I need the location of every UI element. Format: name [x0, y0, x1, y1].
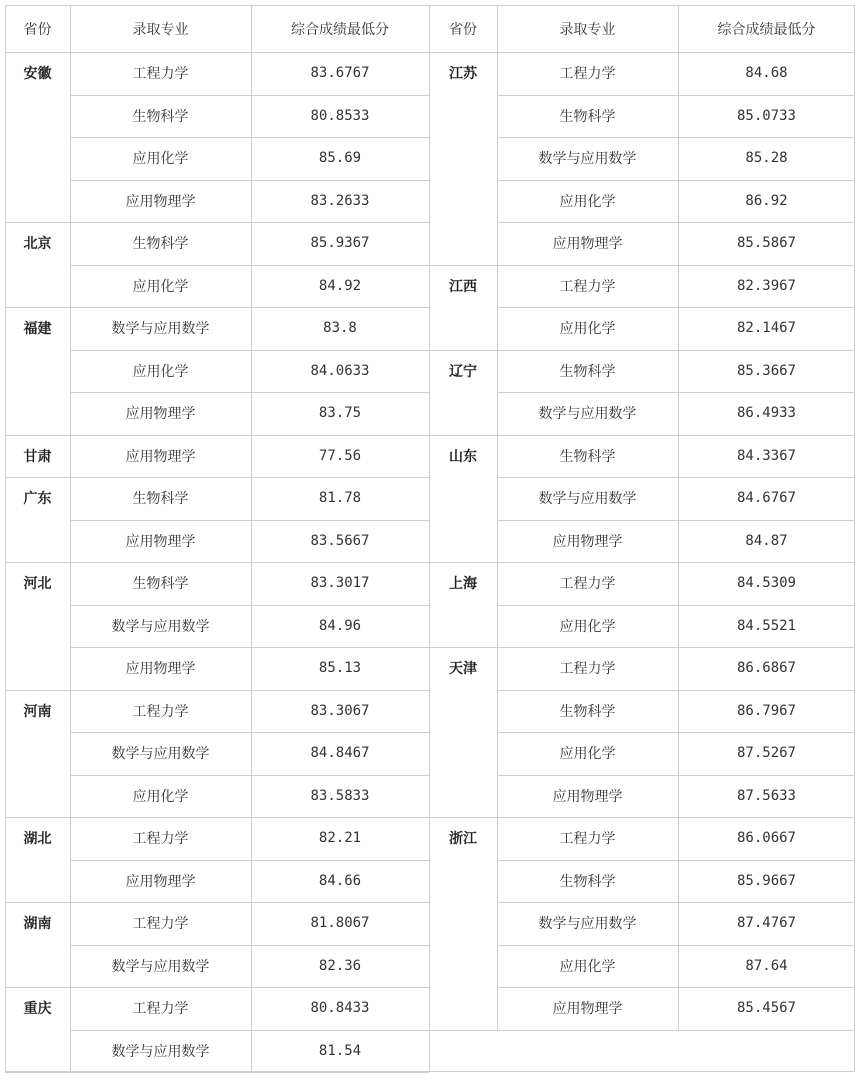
min-score-cell: 86.4933	[736, 405, 796, 422]
min-score-cell: 84.3367	[736, 447, 796, 464]
grid-line	[429, 5, 430, 1072]
min-score-cell: 80.8533	[310, 107, 370, 124]
major-cell: 生物科学	[559, 873, 616, 890]
grid-line	[70, 52, 71, 1072]
major-cell: 应用化学	[132, 151, 189, 168]
province-name: 河北	[23, 576, 52, 593]
min-score-cell: 85.4567	[736, 1000, 796, 1017]
major-cell: 生物科学	[559, 363, 616, 380]
province-name: 福建	[23, 321, 52, 338]
min-score-cell: 84.5309	[736, 575, 796, 592]
grid-line	[497, 1030, 855, 1031]
min-score-cell: 81.8067	[310, 915, 370, 932]
min-score-cell: 83.8	[323, 320, 357, 337]
major-cell: 数学与应用数学	[538, 406, 637, 423]
min-score-cell: 85.3667	[736, 362, 796, 379]
major-cell: 工程力学	[132, 66, 189, 83]
grid-line	[70, 1072, 429, 1073]
major-cell: 工程力学	[132, 1001, 189, 1018]
province-name: 天津	[449, 661, 477, 678]
header-province-right: 省份	[449, 21, 477, 38]
min-score-cell: 84.68	[745, 65, 788, 82]
grid-line	[70, 5, 71, 52]
min-score-cell: 85.9667	[736, 872, 796, 889]
min-score-cell: 86.6867	[736, 660, 796, 677]
major-cell: 生物科学	[559, 448, 616, 465]
grid-line	[497, 52, 498, 1030]
header-min-score-left: 综合成绩最低分	[291, 21, 389, 38]
header-province-left: 省份	[23, 21, 52, 38]
province-name: 广东	[23, 491, 52, 508]
min-score-cell: 83.75	[318, 405, 362, 422]
province-name: 湖南	[23, 916, 52, 933]
major-cell: 应用物理学	[125, 873, 196, 890]
province-name: 湖北	[23, 831, 52, 848]
major-cell: 生物科学	[132, 491, 189, 508]
major-cell: 数学与应用数学	[111, 958, 210, 975]
min-score-cell: 83.6767	[310, 65, 370, 82]
grid-line	[429, 1030, 497, 1031]
min-score-cell: 80.8433	[310, 1000, 370, 1017]
grid-line	[5, 1072, 70, 1073]
major-cell: 应用物理学	[125, 661, 196, 678]
major-cell: 应用化学	[132, 363, 189, 380]
min-score-cell: 84.8467	[310, 745, 370, 762]
major-cell: 应用化学	[559, 193, 616, 210]
province-name: 甘肃	[23, 448, 52, 465]
province-name: 山东	[449, 448, 477, 465]
major-cell: 工程力学	[132, 831, 189, 848]
min-score-cell: 83.3067	[310, 702, 370, 719]
min-score-cell: 83.2633	[310, 192, 370, 209]
province-name: 河南	[23, 703, 52, 720]
major-cell: 工程力学	[132, 916, 189, 933]
min-score-cell: 87.5633	[736, 787, 796, 804]
min-score-cell: 84.96	[318, 617, 362, 634]
min-score-cell: 86.92	[745, 192, 788, 209]
major-cell: 数学与应用数学	[111, 746, 210, 763]
min-score-cell: 87.4767	[736, 915, 796, 932]
major-cell: 应用物理学	[552, 533, 623, 550]
major-cell: 数学与应用数学	[111, 321, 210, 338]
major-cell: 生物科学	[132, 576, 189, 593]
major-cell: 应用物理学	[552, 1001, 623, 1018]
min-score-cell: 83.5833	[310, 787, 370, 804]
grid-line	[678, 52, 679, 1030]
header-major-right: 录取专业	[559, 21, 616, 38]
min-score-cell: 84.6767	[736, 490, 796, 507]
min-score-cell: 82.21	[318, 830, 362, 847]
major-cell: 生物科学	[132, 236, 189, 253]
min-score-cell: 84.66	[318, 872, 362, 889]
major-cell: 工程力学	[559, 576, 616, 593]
major-cell: 应用化学	[132, 278, 189, 295]
major-cell: 数学与应用数学	[111, 618, 210, 635]
header-min-score-right: 综合成绩最低分	[717, 21, 816, 38]
major-cell: 应用物理学	[552, 236, 623, 253]
province-name: 江苏	[449, 66, 477, 83]
major-cell: 工程力学	[559, 278, 616, 295]
min-score-cell: 81.54	[318, 1042, 362, 1059]
grid-line	[251, 5, 252, 52]
grid-line	[497, 5, 498, 52]
province-name: 安徽	[23, 66, 52, 83]
major-cell: 数学与应用数学	[538, 491, 637, 508]
min-score-cell: 85.28	[745, 150, 788, 167]
min-score-cell: 84.0633	[310, 362, 370, 379]
major-cell: 应用化学	[559, 618, 616, 635]
min-score-cell: 85.5867	[736, 235, 796, 252]
major-cell: 生物科学	[132, 108, 189, 125]
major-cell: 生物科学	[559, 108, 616, 125]
min-score-cell: 83.3017	[310, 575, 370, 592]
major-cell: 生物科学	[559, 703, 616, 720]
major-cell: 应用物理学	[552, 788, 623, 805]
major-cell: 工程力学	[559, 831, 616, 848]
min-score-cell: 84.92	[318, 277, 362, 294]
province-name: 辽宁	[449, 363, 477, 380]
min-score-cell: 86.0667	[736, 830, 796, 847]
major-cell: 工程力学	[559, 661, 616, 678]
min-score-cell: 87.64	[745, 957, 788, 974]
min-score-cell: 85.69	[318, 150, 362, 167]
min-score-cell: 77.56	[318, 447, 362, 464]
major-cell: 数学与应用数学	[538, 151, 637, 168]
major-cell: 应用化学	[559, 321, 616, 338]
min-score-cell: 83.5667	[310, 532, 370, 549]
min-score-cell: 84.87	[745, 532, 788, 549]
major-cell: 应用化学	[132, 788, 189, 805]
major-cell: 应用化学	[559, 958, 616, 975]
major-cell: 数学与应用数学	[538, 916, 637, 933]
min-score-cell: 82.36	[318, 957, 362, 974]
min-score-cell: 87.5267	[736, 745, 796, 762]
grid-line	[678, 5, 679, 52]
major-cell: 数学与应用数学	[111, 1043, 210, 1060]
major-cell: 工程力学	[132, 703, 189, 720]
major-cell: 应用物理学	[125, 193, 196, 210]
min-score-cell: 85.13	[318, 660, 362, 677]
province-name: 浙江	[449, 831, 477, 848]
grid-line	[251, 52, 252, 1072]
major-cell: 应用化学	[559, 746, 616, 763]
grid-line	[5, 1071, 855, 1072]
min-score-cell: 82.1467	[736, 320, 796, 337]
min-score-cell: 81.78	[318, 490, 362, 507]
admission-score-table	[5, 5, 855, 1072]
province-name: 重庆	[23, 1001, 52, 1018]
header-major-left: 录取专业	[132, 21, 189, 38]
min-score-cell: 85.9367	[310, 235, 370, 252]
major-cell: 应用物理学	[125, 448, 196, 465]
min-score-cell: 82.3967	[736, 277, 796, 294]
grid-line	[854, 1030, 855, 1073]
min-score-cell: 85.0733	[736, 107, 796, 124]
major-cell: 工程力学	[559, 66, 616, 83]
major-cell: 应用物理学	[125, 533, 196, 550]
min-score-cell: 84.5521	[736, 617, 796, 634]
province-name: 上海	[449, 576, 477, 593]
province-name: 江西	[449, 278, 477, 295]
min-score-cell: 86.7967	[736, 702, 796, 719]
province-name: 北京	[23, 236, 52, 253]
major-cell: 应用物理学	[125, 406, 196, 423]
